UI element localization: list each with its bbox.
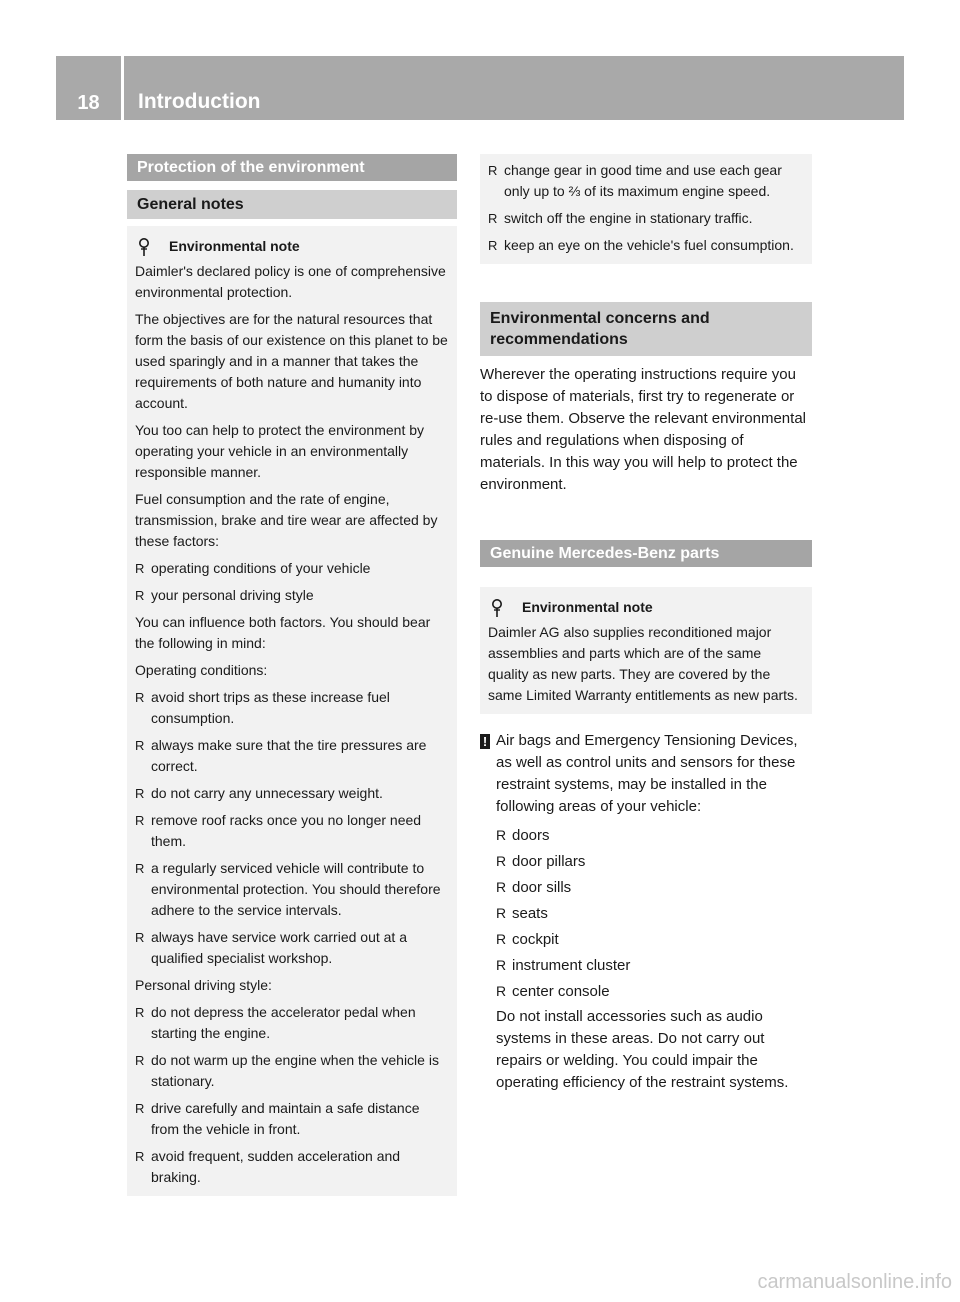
chapter-title: Introduction — [138, 90, 261, 113]
warning-paragraph — [482, 730, 812, 818]
subheading: Operating conditions: — [135, 662, 268, 678]
subsection-title-general-notes: General notes — [127, 190, 457, 219]
list-item: R do not depress the accelerator pedal when starting the engine. — [135, 1002, 449, 1044]
section-title-genuine-parts: Genuine Mercedes-Benz parts — [480, 540, 812, 567]
note-title: Environmental note — [522, 599, 653, 615]
list-item: R always make sure that the tire pressures are correct. — [135, 735, 449, 777]
warning-icon: ! — [480, 734, 490, 749]
list-item: R a regularly serviced vehicle will contribute to environmental protection. You should therefore adhere to the service intervals. — [135, 858, 449, 921]
page-number: 18 — [56, 56, 124, 120]
list-item: R avoid short trips as these increase fuel consumption. — [135, 687, 449, 729]
list-item: R door sills — [496, 876, 812, 899]
paragraph: Fuel consumption and the rate of engine, transmission, brake and tire wear are affected by these factors: — [135, 491, 438, 549]
list-item: R drive carefully and maintain a safe distance from the vehicle in front. — [135, 1098, 449, 1140]
list-item: R do not warm up the engine when the vehicle is stationary. — [135, 1050, 449, 1092]
list-item: R cockpit — [496, 928, 812, 951]
section-title-concerns: Environmental concerns and recommendations — [480, 302, 812, 356]
note-title: Environmental note — [169, 238, 300, 254]
list-item: R doors — [496, 824, 812, 847]
list-item: R switch off the engine in stationary traffic. — [488, 208, 804, 229]
note-header — [488, 597, 804, 618]
concerns-paragraph: Wherever the operating instructions require you to dispose of materials, first try to regenerate or re-use them. Observe the relevant environmental rules and regulations when disposing of materials. In this way you will help to protect the environment. — [480, 366, 806, 493]
list-item: R keep an eye on the vehicle's fuel consumption. — [488, 235, 804, 256]
paragraph: You can influence both factors. You should bear the following in mind: — [135, 614, 431, 651]
list-item: R avoid frequent, sudden acceleration and braking. — [135, 1146, 449, 1188]
list-item: R operating conditions of your vehicle — [135, 558, 449, 579]
paragraph: The objectives are for the natural resources that form the basis of our existence on this planet to be used sparingly and in a manner that takes the requirements of both nature and humanity into account. — [135, 311, 448, 411]
warning-text: Air bags and Emergency Tensioning Devices, as well as control units and sensors for these restraint systems, may be installed in the following areas of your vehicle: — [496, 732, 798, 815]
warning-block — [480, 730, 812, 1094]
paragraph: Daimler's declared policy is one of comprehensive environmental protection. — [135, 263, 446, 300]
section-title-protection: Protection of the environment — [127, 154, 457, 181]
right-column — [480, 154, 812, 1094]
parts-note-box — [480, 587, 812, 714]
paragraph: You too can help to protect the environment by operating your vehicle in an environmentally responsible manner. — [135, 422, 425, 480]
list-item: R do not carry any unnecessary weight. — [135, 783, 449, 804]
list-item: R change gear in good time and use each gear only up to ⅔ of its maximum engine speed. — [488, 160, 804, 202]
note-header — [135, 236, 449, 257]
list-item: R always have service work carried out at a qualified specialist workshop. — [135, 927, 449, 969]
list-item: R door pillars — [496, 850, 812, 873]
watermark: carmanualsonline.info — [757, 1271, 952, 1293]
left-column — [127, 154, 457, 1196]
continued-note-box — [480, 154, 812, 264]
environmental-note-box — [127, 226, 457, 1196]
subheading: Personal driving style: — [135, 977, 272, 993]
page-header — [56, 56, 904, 120]
lightbulb-icon — [135, 237, 153, 257]
paragraph: Daimler AG also supplies reconditioned major assemblies and parts which are of the same quality as new parts. They are covered by the same Limited Warranty entitlements as new parts. — [488, 624, 798, 703]
list-item: R your personal driving style — [135, 585, 449, 606]
closing-paragraph: Do not install accessories such as audio systems in these areas. Do not carry out repairs or welding. You could impair the operating efficiency of the restraint systems. — [496, 1008, 789, 1091]
lightbulb-icon — [488, 598, 506, 618]
list-item: R remove roof racks once you no longer need them. — [135, 810, 449, 852]
list-item: R center console — [496, 980, 812, 1003]
list-item: R instrument cluster — [496, 954, 812, 977]
list-item: R seats — [496, 902, 812, 925]
